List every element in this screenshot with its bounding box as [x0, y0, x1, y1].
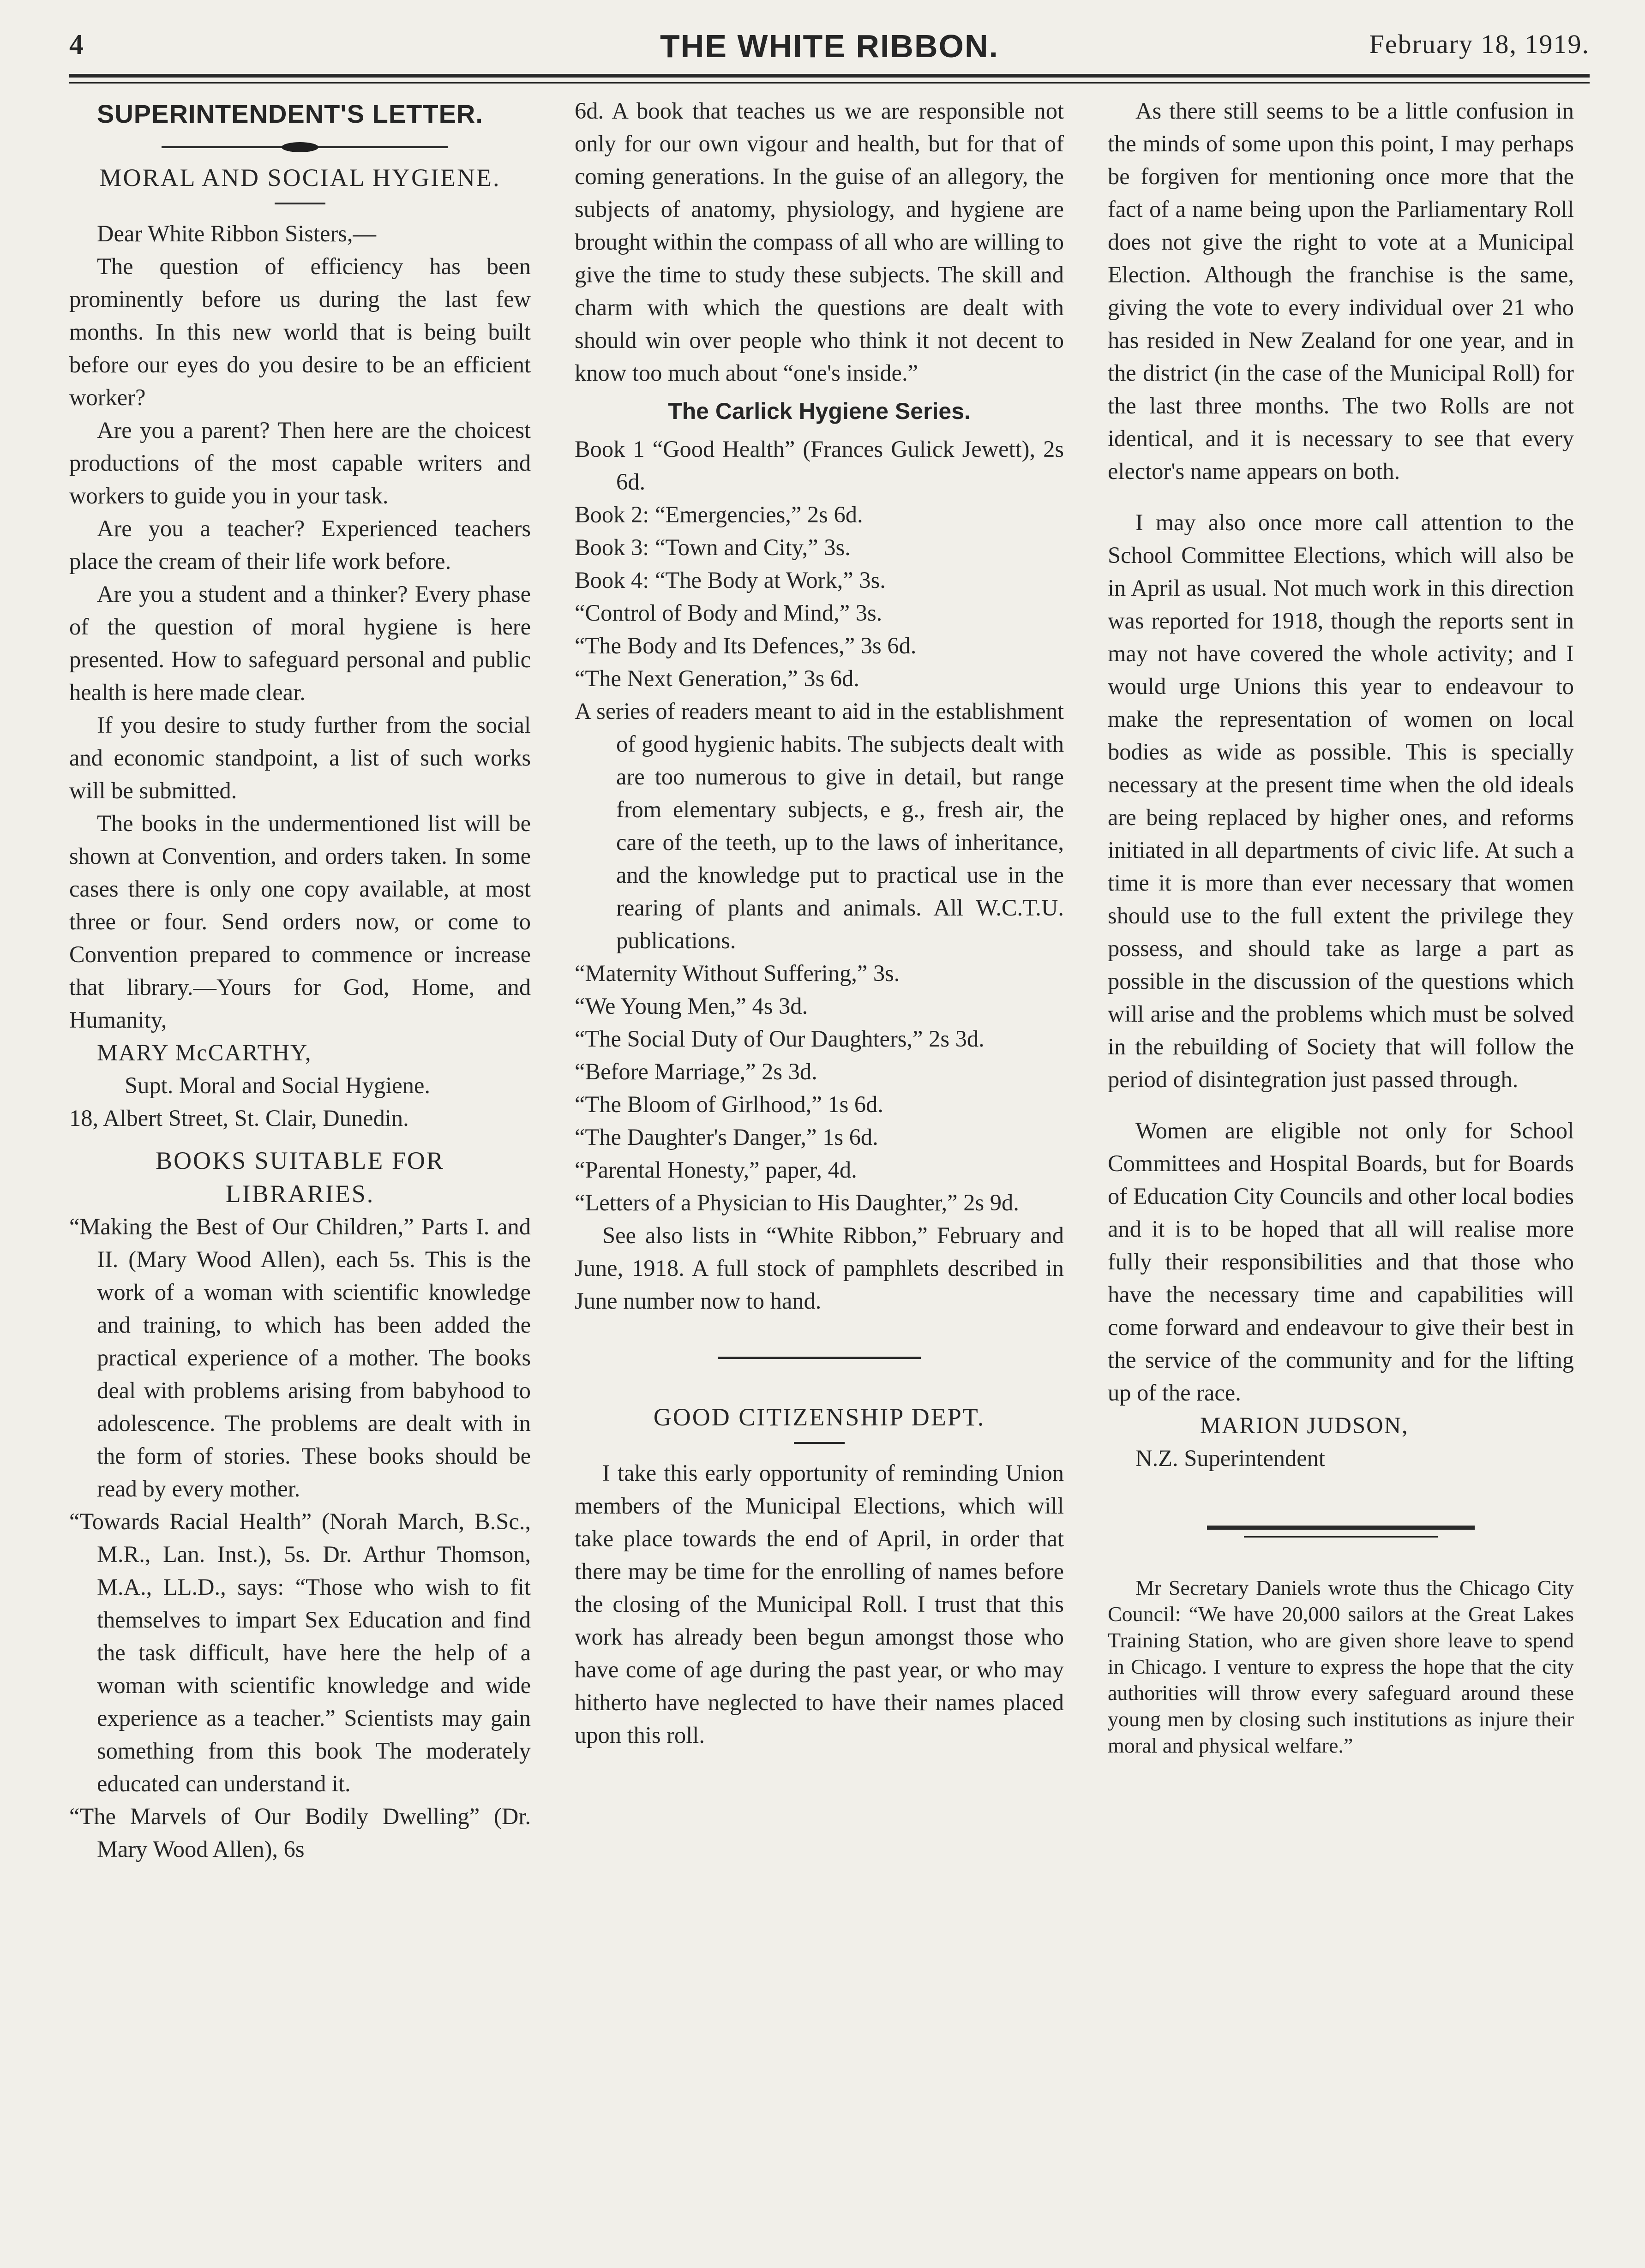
book-entry: “Control of Body and Mind,” 3s. — [575, 600, 883, 626]
paragraph: I may also once more call attention to the School Committee Elections, which will also be in April as usual. Not much work in this direction was reported for 1918, though the reports sent in may not have covered the whole activity; and I would urge Unions this year to endeavour to make the representation of women on local bodies as wide as possible. This is specially necessary at the present time when the old ideals are being replaced by higher ones, and reforms initiated in all departments of civic life. At such a time it is more than ever necessary that women should use to the full extent the privilege they possess, and should take as large a part as possible in the discussion of the questions which will arise and the problems which must be solved in the rebuilding of Society that will follow the period of disintegration just passed through. — [1108, 509, 1574, 1092]
book-entry: “Before Marriage,” 2s 3d. — [575, 1059, 817, 1084]
book-entry: “The Daughter's Danger,” 1s 6d. — [575, 1124, 878, 1150]
book-entry: “Parental Honesty,” paper, 4d. — [575, 1157, 857, 1183]
paragraph: If you desire to study further from the social and economic standpoint, a list of such works will be submitted. — [69, 712, 531, 803]
book-entry: “Letters of a Physician to His Daughter,” 2s 9d. — [575, 1190, 1019, 1215]
column-1 — [69, 95, 531, 1866]
books-heading-line1: BOOKS SUITABLE FOR — [156, 1147, 444, 1174]
books-heading-line2: LIBRARIES. — [225, 1180, 375, 1208]
book-entry: Book 3: “Town and City,” 3s. — [575, 534, 851, 560]
signature-name: MARION JUDSON, — [1200, 1412, 1409, 1438]
book-entry: “The Marvels of Our Bodily Dwelling” (Dr. Mary Wood Allen), 6s — [69, 1803, 531, 1862]
book-entry: Book 2: “Emergencies,” 2s 6d. — [575, 502, 863, 527]
book-entry: “Maternity Without Suffering,” 3s. — [575, 960, 900, 986]
signature-title: N.Z. Superintendent — [1135, 1445, 1325, 1471]
series-description: A series of readers meant to aid in the establishment of good hygienic habits. The subjects dealt with are too numerous to give in detail, but range from elementary subjects, e g., fresh air, the care of the teeth, up to the laws of inheritance, and the knowledge put to practical use in the rearing of plants and animals. All W.C.T.U. publications. — [575, 698, 1064, 953]
header-rule-thin — [69, 82, 1590, 84]
book-entry: “The Bloom of Girlhood,” 1s 6d. — [575, 1091, 884, 1117]
signature-name: MARY McCARTHY, — [97, 1040, 312, 1065]
paragraph: I take this early opportunity of reminding Union members of the Municipal Elections, which will take place towards the end of April, in order that there may be time for the enrolling of names before the closing of the Municipal Roll. I trust that this work has already been begun amongst those who have come of age during the past year, or who may hitherto have neglected to have their names placed upon this roll. — [575, 1460, 1064, 1748]
book-entry: “Making the Best of Our Children,” Parts I. and II. (Mary Wood Allen), each 5s. This is the work of a woman with scientific knowledge and training, to which has been added the practical experience of a mother. The books deal with problems arising from babyhood to adolescence. The problems are dealt with in the form of stories. These books should be read by every mother. — [69, 1214, 531, 1502]
carlick-series-heading: The Carlick Hygiene Series. — [668, 398, 971, 424]
book-entry: “The Social Duty of Our Daughters,” 2s 3d. — [575, 1026, 985, 1052]
page-header — [69, 19, 1590, 70]
page-number: 4 — [69, 29, 84, 60]
paragraph: Are you a student and a thinker? Every phase of the question of moral hygiene is here presented. How to safeguard personal and public health is here made clear. — [69, 581, 531, 705]
book-entry: “The Body and Its Defences,” 3s 6d. — [575, 633, 917, 658]
paragraph: Women are eligible not only for School Committees and Hospital Boards, but for Boards of Education City Councils and other local bodies and it is to be hoped that all will realise more fully their responsibilities and that those who have the necessary time and capabilities will come forward and endeavour to give their best in the service of the community and for the lifting up of the race. — [1108, 1118, 1574, 1406]
short-divider — [275, 203, 325, 204]
citizenship-heading: GOOD CITIZENSHIP DEPT. — [653, 1403, 985, 1431]
issue-date: February 18, 1919. — [1369, 29, 1590, 59]
paragraph: The question of efficiency has been prominently before us during the last few months. In this new world that is being built before our eyes do you desire to be an efficient worker? — [69, 253, 531, 410]
signature-title: Supt. Moral and Social Hygiene. — [125, 1072, 430, 1098]
paragraph: The books in the undermentioned list will be shown at Convention, and orders taken. In some cases there is only one copy available, at most three or four. Send orders now, or come to Convention prepared to commence or increase that library.—Yours for God, Home, and Humanity, — [69, 810, 531, 1033]
short-divider — [794, 1442, 845, 1444]
book-entry: Book 4: “The Body at Work,” 3s. — [575, 567, 886, 593]
book-entry: “We Young Men,” 4s 3d. — [575, 993, 808, 1019]
header-rule-thick — [69, 74, 1590, 78]
paragraph: As there still seems to be a little confusion in the minds of some upon this point, I may perhaps be forgiven for mentioning once more that the fact of a name being upon the Parliamentary Roll does not give the right to vote at a Municipal Election. Although the franchise is the same, giving the vote to every individual over 21 who has resided in New Zealand for one year, and in the district (in the case of the Municipal Roll) for the last three months. The two Rolls are not identical, and it is necessary to see that every elector's name appears on both. — [1108, 98, 1574, 484]
book-entry: “Towards Racial Health” (Norah March, B.Sc., M.R., Lan. Inst.), 5s. Dr. Arthur Thomson, M.A., LL.D., says: “Those who wish to fit themselves to impart Sex Education and find the task difficult, have here the help of a woman with scientific knowledge and wide experience as a teacher.” Scientists may gain something from this book The moderately educated can understand it. — [69, 1508, 531, 1796]
publication-title: THE WHITE RIBBON. — [660, 28, 999, 64]
book-entry: Book 1 “Good Health” (Frances Gulick Jewett), 2s 6d. — [575, 436, 1064, 495]
paragraph: See also lists in “White Ribbon,” February and June, 1918. A full stock of pamphlets described in June number now to hand. — [575, 1222, 1064, 1314]
paragraph: 6d. A book that teaches us we are responsible not only for our own vigour and health, but for that of coming generations. In the guise of an allegory, the subjects of anatomy, physiology, and hygiene are brought within the compass of all who are willing to give the time to study these subjects. The skill and charm with which the questions are dealt with should win over people who think it not decent to know too much about “one's inside.” — [575, 98, 1064, 386]
section-divider — [718, 1357, 921, 1359]
ornamental-divider — [69, 133, 531, 161]
book-entry: “The Next Generation,” 3s 6d. — [575, 665, 859, 691]
superintendent-letter-heading: SUPERINTENDENT'S LETTER. — [97, 99, 483, 128]
column-2 — [575, 95, 1064, 1752]
news-item: Mr Secretary Daniels wrote thus the Chicago City Council: “We have 20,000 sailors at the Great Lakes Training Station, who are given shore leave to spend in Chicago. I venture to express the hope that the city authorities will throw every safeguard around these young men by closing such institutions as injure their moral and physical welfare.” — [1108, 1576, 1574, 1757]
double-divider — [1108, 1526, 1574, 1538]
signature-address: 18, Albert Street, St. Clair, Dunedin. — [69, 1105, 409, 1131]
paragraph: Are you a teacher? Experienced teachers place the cream of their life work before. — [69, 515, 531, 574]
salutation: Dear White Ribbon Sisters,— — [97, 221, 376, 246]
moral-hygiene-heading: MORAL AND SOCIAL HYGIENE. — [99, 164, 501, 191]
column-3 — [1108, 95, 1574, 1759]
paragraph: Are you a parent? Then here are the choicest productions of the most capable writers and workers to guide you in your task. — [69, 417, 531, 509]
